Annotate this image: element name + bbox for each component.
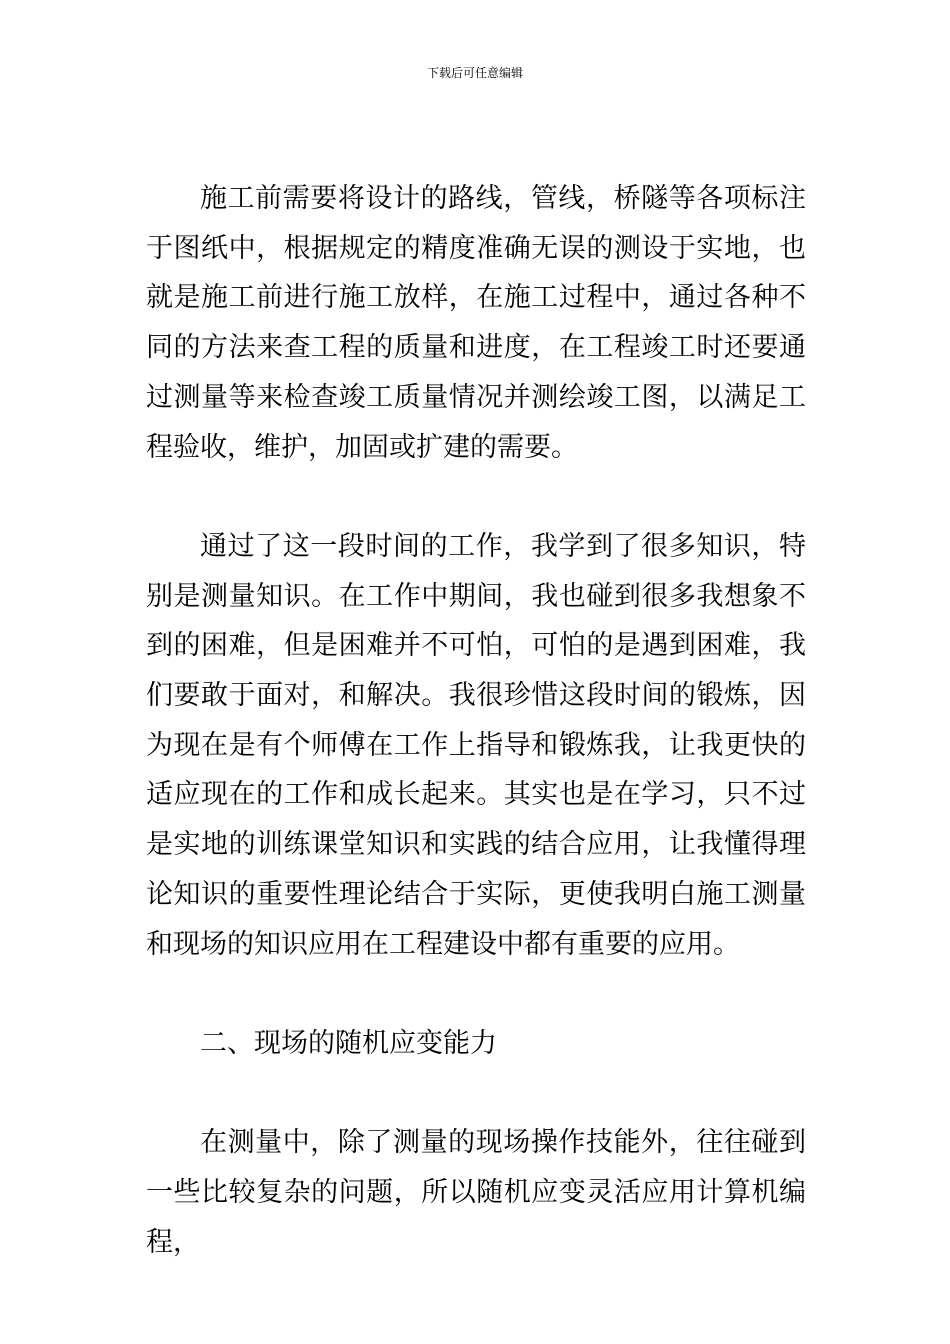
paragraph-2: 通过了这一段时间的工作，我学到了很多知识，特别是测量知识。在工作中期间，我也碰到很多我想象不到的困难，但是困难并不可怕，可怕的是遇到困难，我们要敢于面对，和解决。我很珍惜这段时间的锻炼，因为现在是有个师傅在工作上指导和锻炼我，让我更快的适应现在的工作和成长起来。其实也是在学习，只不过是实地的训练课堂知识和实践的结合应用，让我懂得理论知识的重要性理论结合于实际，更使我明白施工测量和现场的知识应用在工程建设中都有重要的应用。: [146, 530, 806, 960]
paragraph-spacer: [146, 969, 806, 1019]
section-heading: 二、现场的随机应变能力: [200, 1027, 497, 1059]
paragraph-3: 在测量中，除了测量的现场操作技能外，往往碰到一些比较复杂的问题，所以随机应变灵活应用计算机编程，: [146, 1127, 806, 1258]
paragraph-spacer: [146, 1069, 806, 1119]
document-body: [146, 174, 806, 1267]
paragraph-1: 施工前需要将设计的路线，管线，桥隧等各项标注于图纸中，根据规定的精度准确无误的测设于实地，也就是施工前进行施工放样，在施工过程中，通过各种不同的方法来查工程的质量和进度，在工程竣工时还要通过测量等来检查竣工质量情况并测绘竣工图，以满足工程验收，维护，加固或扩建的需要。: [146, 183, 806, 463]
paragraph-spacer: [146, 472, 806, 522]
page-header: 下载后可任意编辑: [426, 66, 523, 80]
